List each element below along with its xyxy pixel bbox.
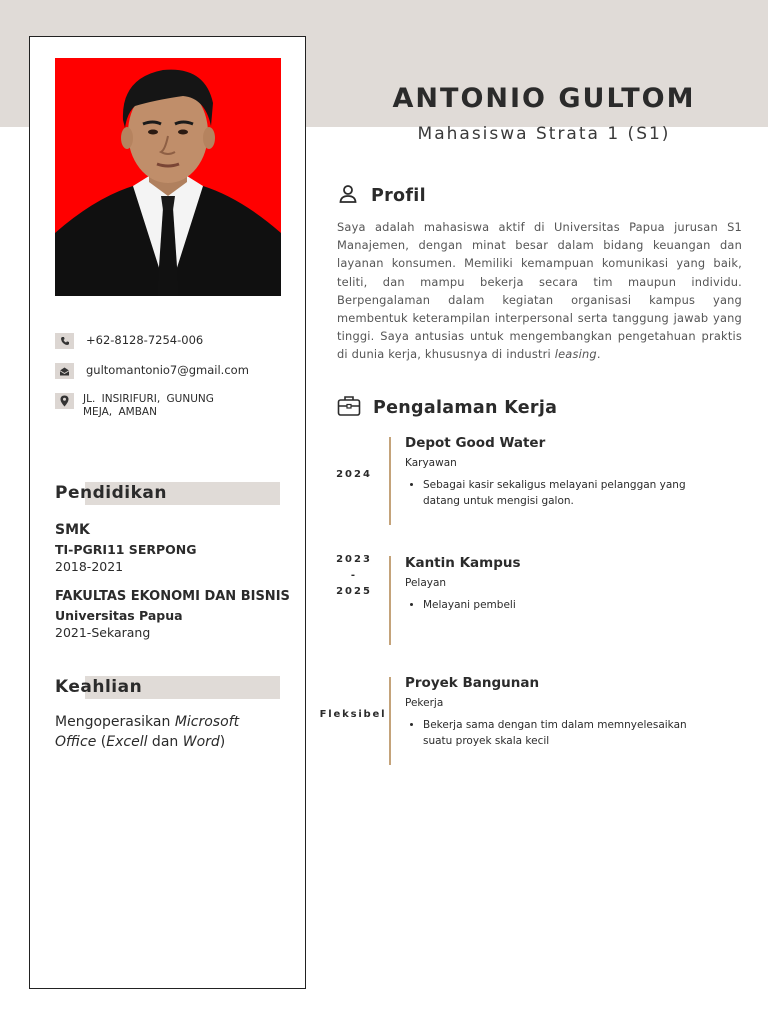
job-date-end: 2025 xyxy=(336,586,372,597)
skill-text: ) xyxy=(219,734,226,750)
email-text: gultomantonio7@gmail.com xyxy=(86,363,249,377)
phone-icon xyxy=(55,333,74,349)
skill-app: Microsoft Office xyxy=(55,714,240,750)
job-entry xyxy=(405,675,725,749)
skill-text: Mengoperasikan xyxy=(55,714,175,730)
education-heading-text: Pendidikan xyxy=(55,483,167,503)
timeline-line xyxy=(389,677,391,765)
skill-item xyxy=(55,712,280,752)
education-years: 2021-Sekarang xyxy=(55,625,151,640)
location-pin-icon xyxy=(55,393,74,409)
sidebar xyxy=(29,36,306,989)
job-date-start: 2023 xyxy=(336,554,372,565)
job-position: Pelayan xyxy=(405,577,447,589)
contact-phone xyxy=(55,333,203,349)
mail-icon xyxy=(55,363,74,379)
education-degree: FAKULTAS EKONOMI DAN BISNIS xyxy=(55,589,290,604)
education-degree: SMK xyxy=(55,522,90,538)
job-duty: • Bekerja sama dengan tim dalam memnyelesaikan suatu proyek skala kecil xyxy=(423,717,703,749)
education-item xyxy=(55,522,295,574)
job-duties xyxy=(405,717,725,749)
education-school: Universitas Papua xyxy=(55,608,183,623)
contact-address xyxy=(55,393,223,419)
job-date: Fleksibel xyxy=(319,709,387,720)
experience-heading xyxy=(337,395,557,421)
profile-body-italic: leasing xyxy=(554,347,597,362)
experience-heading-text: Pengalaman Kerja xyxy=(373,398,558,418)
phone-text: +62-8128-7254-006 xyxy=(86,333,204,347)
person-name: ANTONIO GULTOM xyxy=(392,83,696,114)
skills-heading xyxy=(55,676,280,699)
job-date xyxy=(320,552,388,600)
profile-photo xyxy=(55,58,281,296)
person-role: Mahasiswa Strata 1 (S1) xyxy=(417,124,671,144)
education-heading xyxy=(55,482,280,505)
timeline-line xyxy=(389,437,391,525)
skill-app: Excell xyxy=(106,734,148,750)
job-position: Karyawan xyxy=(405,457,457,469)
timeline-line xyxy=(389,556,391,645)
profile-heading-text: Profil xyxy=(371,186,426,206)
education-years: 2018-2021 xyxy=(55,559,124,574)
skill-app: Word xyxy=(182,734,220,750)
job-duties xyxy=(405,597,725,613)
skills-heading-text: Keahlian xyxy=(55,677,143,697)
job-entry xyxy=(405,555,725,613)
job-title: Proyek Bangunan xyxy=(405,675,540,691)
contact-email xyxy=(55,363,249,379)
job-duty: • Sebagai kasir sekaligus melayani pelanggan yang datang untuk mengisi galon. xyxy=(423,477,698,509)
job-position: Pekerja xyxy=(405,697,444,709)
job-duty: • Melayani pembeli xyxy=(423,597,725,613)
job-entry xyxy=(405,435,725,509)
job-date: 2024 xyxy=(336,469,372,480)
job-duties xyxy=(405,477,725,509)
skill-text: dan xyxy=(147,734,183,750)
job-date-separator: - xyxy=(350,570,358,581)
education-item xyxy=(55,589,295,640)
briefcase-icon xyxy=(337,395,361,421)
job-title: Depot Good Water xyxy=(405,435,546,451)
person-icon xyxy=(337,183,359,209)
address-text: JL. INSIRIFURI, GUNUNG MEJA, AMBAN xyxy=(83,393,214,418)
profile-body: Saya adalah mahasiswa aktif di Universitas Papua jurusan S1 Manajemen, dengan minat besar dalam bidang keuangan dan layanan konsumen. Memiliki kemampuan komunikasi yang baik, teliti, dan mampu bekerja secara tim maupun individu. Berpengalaman dalam kegiatan organisasi kampus yang membentuk keterampilan interpersonal serta tanggung jawab yang tinggi. Saya antusias untuk mengembangkan pengetahuan praktis di dunia kerja, khususnya di industri xyxy=(337,220,742,362)
profile-heading xyxy=(337,183,426,209)
profile-body-end: . xyxy=(596,347,601,362)
skill-text: ( xyxy=(96,734,107,750)
job-title: Kantin Kampus xyxy=(405,555,521,571)
education-school: TI-PGRI11 SERPONG xyxy=(55,542,197,557)
profile-text xyxy=(337,218,742,364)
